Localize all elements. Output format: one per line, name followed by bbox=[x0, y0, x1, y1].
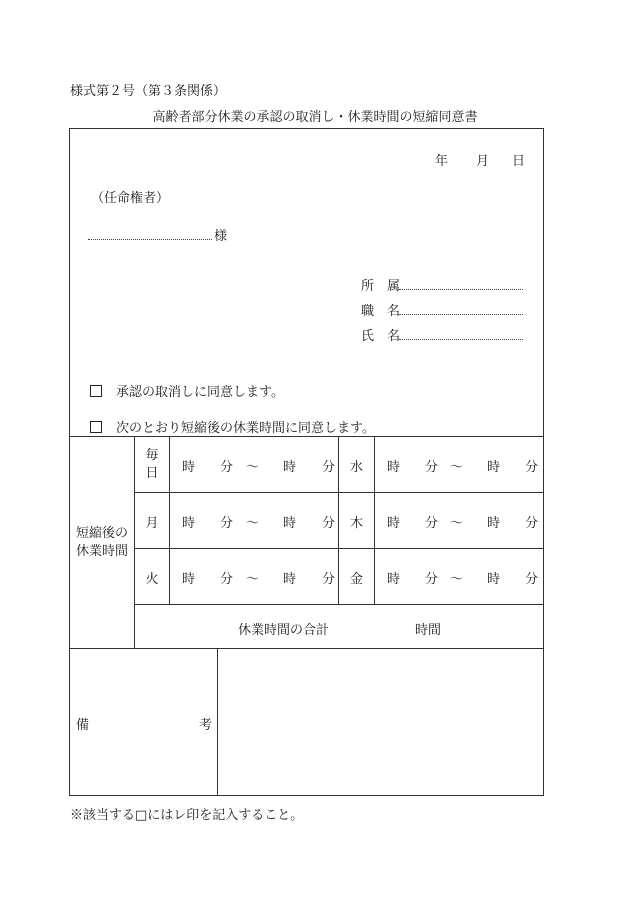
day-thu: 木 bbox=[349, 516, 363, 531]
time-minute[interactable]: 分 bbox=[322, 516, 336, 531]
remarks-label-right: 考 bbox=[199, 718, 213, 733]
time-minute[interactable]: 分 bbox=[322, 572, 336, 587]
schedule-row-label bbox=[70, 525, 134, 561]
position-line[interactable] bbox=[399, 314, 523, 315]
time-tilde: 〜 bbox=[450, 516, 464, 531]
affiliation-label: 所 属 bbox=[361, 279, 401, 294]
time-hour[interactable]: 時 bbox=[387, 460, 401, 475]
row-label-line-2: 休業時間 bbox=[75, 544, 128, 559]
checkbox-shorten[interactable] bbox=[90, 421, 102, 433]
time-tilde: 〜 bbox=[450, 460, 464, 475]
form-title: 高齢者部分休業の承認の取消し・休業時間の短縮同意書 bbox=[152, 110, 478, 125]
date-month: 月 bbox=[476, 154, 490, 169]
time-hour[interactable]: 時 bbox=[182, 516, 196, 531]
name-line[interactable] bbox=[399, 339, 523, 340]
time-hour[interactable]: 時 bbox=[487, 460, 501, 475]
time-hour[interactable]: 時 bbox=[283, 516, 297, 531]
day-tue: 火 bbox=[145, 572, 159, 587]
sama-label: 様 bbox=[214, 229, 228, 244]
day-fri: 金 bbox=[349, 572, 363, 587]
time-hour[interactable]: 時 bbox=[387, 516, 401, 531]
total-unit[interactable]: 時間 bbox=[415, 623, 442, 638]
row-label-line-1: 短縮後の bbox=[75, 526, 128, 541]
name-label: 氏 名 bbox=[361, 329, 401, 344]
time-minute[interactable]: 分 bbox=[220, 516, 234, 531]
time-hour[interactable]: 時 bbox=[182, 460, 196, 475]
remarks-label-left: 備 bbox=[76, 718, 90, 733]
time-hour[interactable]: 時 bbox=[182, 572, 196, 587]
option-revoke-label: 承認の取消しに同意します。 bbox=[116, 385, 284, 400]
date-day: 日 bbox=[512, 154, 526, 169]
day-mon: 月 bbox=[145, 516, 159, 531]
time-hour[interactable]: 時 bbox=[487, 572, 501, 587]
appointer-label: （任命権者） bbox=[91, 191, 170, 206]
time-tilde: 〜 bbox=[450, 572, 464, 587]
time-minute[interactable]: 分 bbox=[425, 572, 439, 587]
total-label: 休業時間の合計 bbox=[238, 623, 330, 638]
affiliation-line[interactable] bbox=[399, 289, 523, 290]
day-wed: 水 bbox=[349, 460, 363, 475]
time-tilde: 〜 bbox=[246, 460, 260, 475]
date-year: 年 bbox=[435, 154, 449, 169]
position-label: 職 名 bbox=[361, 304, 401, 319]
option-shorten bbox=[90, 417, 375, 436]
time-tilde: 〜 bbox=[246, 516, 260, 531]
time-minute[interactable]: 分 bbox=[525, 516, 539, 531]
form-number: 様式第２号（第３条関係） bbox=[70, 84, 227, 99]
time-minute[interactable]: 分 bbox=[525, 572, 539, 587]
time-hour[interactable]: 時 bbox=[387, 572, 401, 587]
time-minute[interactable]: 分 bbox=[425, 516, 439, 531]
option-shorten-label: 次のとおり短縮後の休業時間に同意します。 bbox=[116, 421, 375, 436]
time-minute[interactable]: 分 bbox=[322, 460, 336, 475]
appointer-name-line[interactable] bbox=[88, 239, 212, 240]
checkbox-revoke[interactable] bbox=[90, 385, 102, 397]
time-minute[interactable]: 分 bbox=[525, 460, 539, 475]
option-revoke bbox=[90, 381, 284, 400]
time-minute[interactable]: 分 bbox=[220, 572, 234, 587]
time-tilde: 〜 bbox=[246, 572, 260, 587]
day-every: 毎日 bbox=[145, 448, 159, 481]
remarks-field[interactable] bbox=[218, 649, 543, 795]
time-minute[interactable]: 分 bbox=[220, 460, 234, 475]
time-hour[interactable]: 時 bbox=[487, 516, 501, 531]
footnote: ※該当する□にはレ印を記入すること。 bbox=[70, 808, 304, 823]
time-minute[interactable]: 分 bbox=[425, 460, 439, 475]
time-hour[interactable]: 時 bbox=[283, 460, 297, 475]
time-hour[interactable]: 時 bbox=[283, 572, 297, 587]
